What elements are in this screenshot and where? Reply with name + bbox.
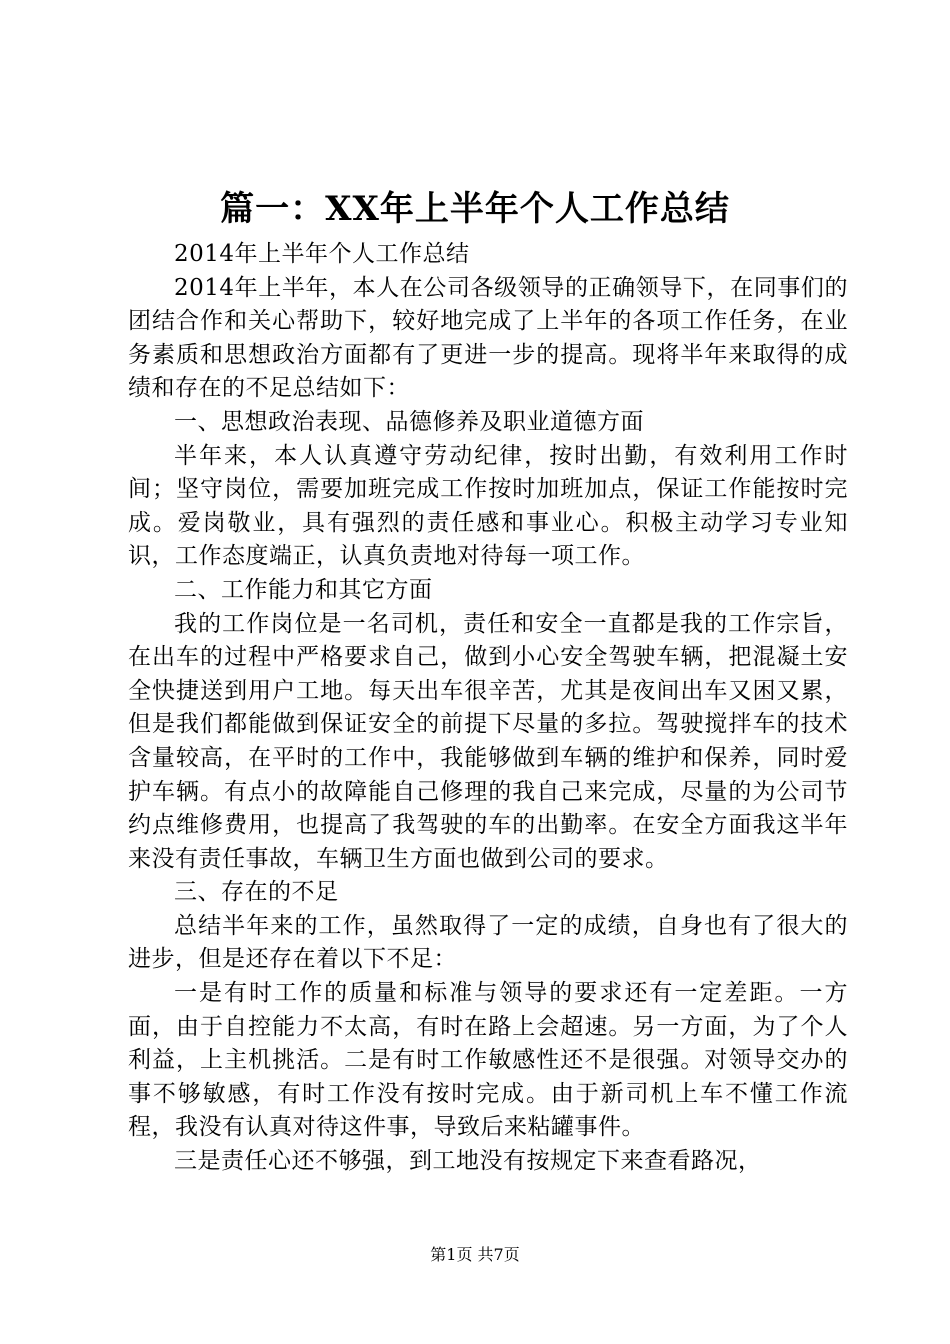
section-heading-3: 三、存在的不足 <box>174 879 339 906</box>
section-3-continued-paragraph: 三是责任心还不够强，到工地没有按规定下来查看路况， <box>174 1148 762 1175</box>
document-body <box>128 238 848 1179</box>
section-2-paragraph: 我的工作岗位是一名司机，责任和安全一直都是我的工作宗旨，在出车的过程中严格要求自己，做到小心安全驾驶车辆，把混凝土安全快捷送到用户工地。每天出车很辛苦，尤其是夜间出车又困又累，但是我们都能做到保证安全的前提下尽量的多拉。驾驶搅拌车的技术含量较高，在平时的工作中，我能够做到车辆的维护和保养，同时爱护车辆。有点小的故障能自己修理的我自己来完成，尽量的为公司节约点维修费用，也提高了我驾驶的车的出勤率。在安全方面我这半年来没有责任事故，车辆卫生方面也做到公司的要求。 <box>128 610 848 872</box>
page-number-footer: 第1页 共7页 <box>430 1245 520 1264</box>
subtitle-paragraph: 2014年上半年个人工作总结 <box>174 241 470 267</box>
section-heading-1: 一、思想政治表现、品德修养及职业道德方面 <box>174 408 644 435</box>
section-1-paragraph: 半年来，本人认真遵守劳动纪律，按时出勤，有效利用工作时间；坚守岗位，需要加班完成工作按时加班加点，保证工作能按时完成。爱岗敬业，具有强烈的责任感和事业心。积极主动学习专业知识，工作态度端正，认真负责地对待每一项工作。 <box>128 442 848 570</box>
section-3-intro-paragraph: 总结半年来的工作，虽然取得了一定的成绩，自身也有了很大的进步，但是还存在着以下不足： <box>128 912 848 973</box>
intro-paragraph: 2014年上半年，本人在公司各级领导的正确领导下，在同事们的团结合作和关心帮助下，较好地完成了上半年的各项工作任务，在业务素质和思想政治方面都有了更进一步的提高。现将半年来取得的成绩和存在的不足总结如下： <box>128 274 848 402</box>
section-3-paragraph: 一是有时工作的质量和标准与领导的要求还有一定差距。一方面，由于自控能力不太高，有时在路上会超速。另一方面，为了个人利益，上主机挑活。二是有时工作敏感性还不是很强。对领导交办的事不够敏感，有时工作没有按时完成。由于新司机上车不懂工作流程，我没有认真对待这件事，导致后来粘罐事件。 <box>128 980 848 1141</box>
section-heading-2: 二、工作能力和其它方面 <box>174 576 433 603</box>
document-title: 篇一：XX年上半年个人工作总结 <box>220 189 730 229</box>
